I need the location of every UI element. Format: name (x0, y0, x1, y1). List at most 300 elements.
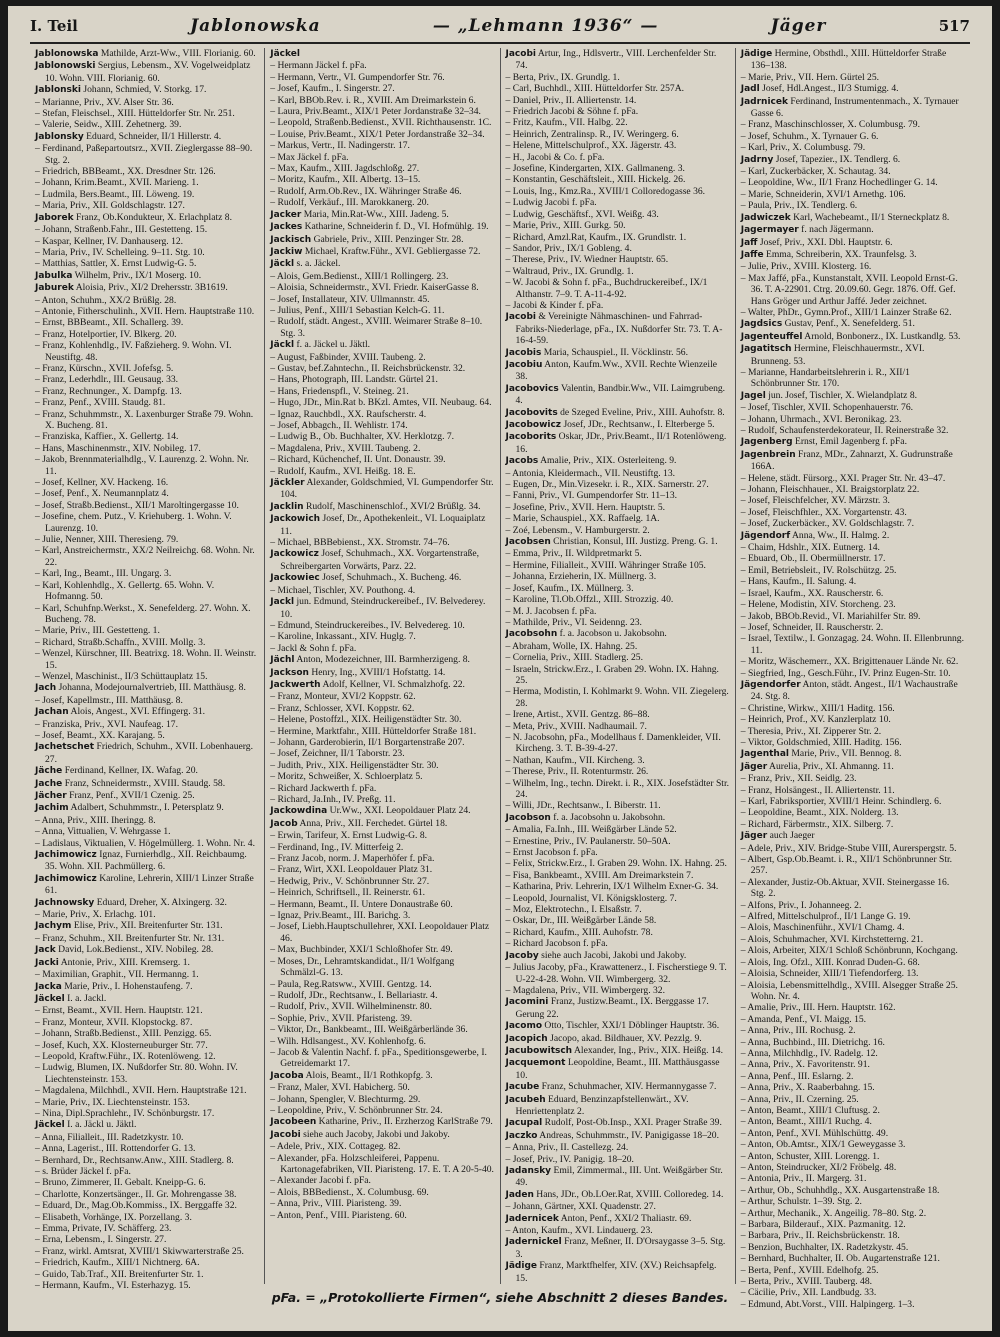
directory-entry (506, 1165, 730, 1189)
footer-note: pFa. = „Protokollierte Firmen“, siehe Abschnitt 2 dieses Bandes. (271, 1290, 729, 1305)
directory-entry (270, 1116, 494, 1128)
directory-entry (741, 830, 965, 842)
directory-entry (270, 703, 494, 714)
entry-details: – Hugo, JDr., Min.Rat b. BKzl. Amtes, VII. Neubaug. 64. (270, 397, 492, 409)
directory-entry (35, 981, 259, 993)
entry-details: – Louis, Ing., Kmz.Ra., XVIII/1 Colloredogasse 36. (505, 185, 706, 197)
entry-details: – Anna, Priv., VIII. Piaristeng. 39. (270, 1198, 402, 1210)
entry-details: Josef, Hdl.Angest., II/3 Stumigg. 4. (762, 83, 899, 95)
entry-details: f. a. Jacobsohn u. Jakobsohn. (553, 811, 666, 823)
entry-details: – Josef, Penf., X. Neumannplatz 4. (35, 488, 169, 500)
entry-details: – Walter, PhDr., Gymn.Prof., XIII/1 Lainzer Straße 62. (740, 306, 952, 318)
entry-surname: Jacka (35, 981, 62, 992)
entry-details: – Alois, BBBedienst., X. Columbusg. 69. (270, 1186, 429, 1198)
entry-surname: Jacoba (270, 1070, 304, 1081)
entry-surname: Jaffe (740, 249, 764, 260)
directory-entry (270, 140, 494, 151)
directory-entry (741, 402, 965, 413)
directory-entry (741, 968, 965, 979)
directory-entry (35, 603, 259, 626)
entry-details: – Magdalena, Milchhdl., XVII. Hern. Hauptstraße 121. (35, 1085, 247, 1097)
entry-details: Josef, Priv., XXI. Dbl. Hauptstr. 6. (759, 236, 893, 248)
directory-entry (35, 897, 259, 909)
entry-details: – Franz, Penf., XVIII. Staudg. 81. (35, 397, 166, 409)
directory-entry (506, 1057, 730, 1081)
entry-details: – Johann, Spengler, V. Blechturmg. 29. (270, 1093, 421, 1105)
directory-entry (741, 656, 965, 667)
entry-details: – Johann, Straßenb.Fahr., III. Gestetteng. 15. (35, 224, 208, 236)
entry-details: – Elisabeth, Vorhänge, IX. Porzellang. 3. (35, 1211, 192, 1223)
directory-entry (506, 1081, 730, 1093)
entry-details: Henry, Ing., XVIII/1 Hofstattg. 14. (311, 666, 446, 678)
directory-entry (270, 246, 494, 258)
directory-entry (741, 900, 965, 911)
directory-entry (35, 177, 259, 188)
entry-details: Franz, Justizw.Beamt., IX. Berggasse 17. Gerung 22. (515, 996, 709, 1020)
entry-details: Emil, Zimmermal., III. Unt. Weißgärber Str. 49. (515, 1165, 723, 1189)
entry-details: Josef, Dr., Apothekenleit., VI. Loquaiplatz 11. (280, 513, 486, 537)
directory-entry (506, 824, 730, 835)
entry-details: – Josef, Tischler, XVII. Schopenhauerstr. 76. (740, 402, 914, 414)
entry-details: – Anton, Steindrucker, XI/2 Fröbelg. 48. (740, 1162, 897, 1173)
directory-entry (506, 594, 730, 605)
entry-surname: Jacobiu (505, 359, 543, 370)
entry-details: – Viktor, Goldschmied, XIII. Haditg. 156. (740, 736, 902, 748)
directory-entry (35, 454, 259, 477)
column-2 (265, 48, 500, 1284)
directory-entry (506, 1094, 730, 1118)
entry-details: f. a. Jäckel u. Jäktl. (296, 339, 371, 351)
entry-details: – Willi, JDr., Rechtsanw., I. Biberstr. 11. (505, 800, 661, 812)
directory-entry (741, 1208, 965, 1219)
entry-surname: Jachimowicz (35, 873, 97, 884)
entry-details: – Julie, Priv., XVIII. Klosterg. 16. (740, 261, 872, 273)
entry-details: – Richard, Ja.Inh., IV. Preßg. 11. (270, 794, 396, 805)
entry-details: Eduard, Dreher, X. Alxingerg. 32. (96, 896, 227, 908)
directory-entry (741, 1059, 965, 1070)
directory-entry (35, 224, 259, 235)
directory-entry (741, 261, 965, 272)
directory-entry (506, 560, 730, 571)
entry-details: – Eugen, Dr., Min.Vizesekr. i. R., XIX. Sarnerstr. 27. (505, 479, 709, 491)
entry-surname: Jaczko (505, 1130, 538, 1141)
entry-details: – Karl, BBOb.Rev. i. R., XVIII. Am Dreimarkstein 6. (270, 94, 476, 106)
directory-entry (741, 1185, 965, 1196)
entry-surname: Jacki (35, 957, 59, 968)
entry-details: – Michael, Tischler, XV. Pouthong. 4. (270, 584, 416, 596)
directory-entry (270, 737, 494, 748)
directory-entry (270, 316, 494, 339)
directory-entry (506, 220, 730, 231)
entry-details: – Ludwig, Geschäftsf., XVI. Weißg. 43. (505, 208, 659, 220)
entry-details: Andreas, Schuhmmstr., IV. Panigigasse 18–20. (539, 1129, 719, 1141)
directory-entry (506, 1260, 730, 1284)
entry-details: – Max, Buchbinder, XXI/1 Schloßhofer Str. 49. (270, 944, 453, 956)
entry-details: – Laura, Priv.Beamt., XIX/1 Peter Jordanstraße 32–34. (270, 106, 481, 118)
entry-surname: Jacquemont (505, 1058, 566, 1069)
directory-entry (741, 576, 965, 587)
entry-details: – Franz, Schlosser, XVI. Koppstr. 62. (270, 702, 415, 714)
entry-details: Rudolf, Maschinenschlof., XVI/2 Brüßlg. 34. (305, 500, 481, 512)
directory-entry (741, 83, 965, 95)
entry-details: Ignaz, Furnierhdlg., XII. Reichbaumg. 35. Wohn. XII. Pachmüllerg. 6. (45, 849, 247, 873)
entry-details: Franz, Ob.Kondukteur, X. Erlachplatz 8. (75, 211, 232, 223)
entry-details: – Paula, Reg.Ratsww., XVIII. Gentzg. 14. (270, 978, 432, 990)
directory-entry (506, 232, 730, 243)
entry-details: – Friedrich, Kaufm., XIII/1 Nichtnerg. 6A. (35, 1257, 200, 1269)
directory-entry (35, 270, 259, 282)
directory-entry (741, 1048, 965, 1059)
directory-entry (741, 1002, 965, 1013)
entry-details: Elise, Priv., XII. Breitenfurter Str. 131. (73, 920, 223, 932)
directory-entry (506, 950, 730, 962)
directory-entry (506, 996, 730, 1020)
directory-entry (270, 443, 494, 454)
directory-entry (270, 979, 494, 990)
entry-details: – Josef, Schneider, II. Rauscherstr. 2. (740, 621, 884, 633)
entry-surname: Jaborek (35, 212, 74, 223)
entry-surname: Jadernicek (505, 1213, 559, 1224)
directory-entry (506, 985, 730, 996)
entry-details: – Karl, Zuckerbäcker, X. Schautag. 34. (740, 166, 891, 178)
entry-details: Michael, Kraftw.Führ., XVI. Gebliergasse 72. (304, 245, 481, 257)
directory-entry (506, 106, 730, 117)
directory-entry (506, 617, 730, 628)
entry-details: – Emma, Private, IV. Schäfferg. 23. (35, 1223, 172, 1235)
directory-entry (35, 969, 259, 980)
directory-entry (741, 1253, 965, 1264)
entry-details: Johann, Schmied, V. Storkg. 17. (83, 84, 207, 96)
directory-entry (270, 853, 494, 864)
entry-details: Maria, Min.Rat-Ww., XIII. Jadeng. 5. (303, 208, 449, 220)
directory-entry (270, 876, 494, 887)
entry-details: – Leopoldine, Ww., II/1 Franz Hochedlinger G. 14. (740, 177, 938, 189)
entry-details: – Franziska, Kaffier., X. Gellertg. 14. (35, 431, 179, 443)
entry-details: – Ignaz, Rauchbdl., XX. Raufscherstr. 4. (270, 408, 427, 420)
entry-details: – Max Jaffé, pFa., Kunstanstalt, XVII. Leopold Ernst-G. 36. T. A-22901. Ctrg. 20.09.60. Gegr. 1876. Off. Gef. Hans Gröger und Arthur Jaffé. Jeder zeichnet. (740, 272, 958, 307)
directory-entry (270, 794, 494, 805)
entry-details: – Marianne, Handarbeitslehrerin i. R., XII/1 Schönbrunner Str. 170. (740, 366, 910, 390)
entry-details: – Franz, Kürschn., XVII. Jofefsg. 5. (35, 362, 174, 374)
directory-entry (270, 60, 494, 71)
entry-details: Sergius, Lebensm., XV. Vogelweidplatz 10. Wohn. VIII. Florianig. 60. (45, 60, 251, 84)
entry-details: – Julie, Nenner, XIII. Theresieng. 79. (35, 534, 179, 546)
entry-details: – Hans, Friedenspfl., V. Steineg. 21. (270, 385, 409, 397)
entry-details: – Josef, Beamt., XX. Karajang. 5. (35, 729, 165, 741)
directory-entry (35, 488, 259, 499)
directory-entry (270, 842, 494, 853)
entry-details: – Emma, Priv., II. Wildpretmarkt 5. (505, 548, 642, 560)
directory-entry (506, 502, 730, 513)
entry-details: – Matthias, Sattler, X. Ernst Ludwig-G. 5. (35, 258, 197, 270)
directory-entry (741, 807, 965, 818)
entry-details: Franz, Penf., XVII/1 Czenig. 25. (69, 790, 195, 801)
entry-details: – Anna, Priv., II. Czerning. 25. (740, 1093, 859, 1105)
entry-details: – Guido, Tab.Traf., XII. Breitenfurter Str. 1. (35, 1268, 204, 1280)
entry-details: – Ernestine, Priv., IV. Paulanerstr. 50–50A. (505, 835, 671, 847)
entry-details: – Therese, Priv., IV. Wiedner Hauptstr. 65. (505, 254, 669, 266)
entry-details: – Max Jäckel f. pFa. (270, 151, 349, 163)
directory-entry (741, 200, 965, 211)
column-3 (501, 48, 736, 1284)
entry-surname: Jaden (505, 1189, 534, 1200)
directory-entry (741, 679, 965, 703)
directory-entry (506, 904, 730, 915)
entry-details: – Rudolf, Priv., XVII. Wilhelminenstr. 80. (270, 1001, 432, 1013)
directory-entry (506, 778, 730, 801)
directory-entry (506, 628, 730, 640)
entry-surname: Jacomo (505, 1021, 543, 1032)
entry-details: Jacopo, akad. Bildhauer, XV. Pezzlg. 9. (550, 1032, 702, 1044)
entry-details: – Josef, Zuckerbäcker., XV. Goldschlagstr. 7. (740, 518, 915, 530)
entry-details: – N. Jacobsohn, pFa., Modellhaus f. Damenkleider, VII. Kircheng. 3. T. B-39-4-27. (505, 731, 721, 755)
directory-entry (35, 1040, 259, 1051)
directory-entry (270, 513, 494, 537)
directory-entry (506, 152, 730, 163)
entry-details: – Erna, Lebensm., I. Singerstr. 27. (35, 1234, 167, 1246)
directory-entry (741, 1082, 965, 1093)
entry-details: Otto, Tischler, XXI/1 Döblinger Hauptstr. 36. (544, 1020, 720, 1032)
directory-entry (270, 771, 494, 782)
directory-entry (270, 1153, 494, 1176)
entry-surname: Jacomini (505, 997, 549, 1008)
entry-details: Oskar, JDr., Priv.Beamt., II/1 Rotenlöweng. 16. (515, 431, 727, 455)
entry-surname: Jackowiec (270, 573, 320, 584)
entry-details: Franz, Schuhmacher, XIV. Hermannygasse 7. (541, 1081, 717, 1093)
directory-entry (506, 479, 730, 490)
directory-entry (741, 1265, 965, 1276)
directory-entry (506, 311, 730, 346)
entry-details: – Jacobi & Kinder f. pFa. (505, 299, 604, 311)
entry-details: – Judith, Priv., XIX. Heiligenstädter Str. 30. (270, 759, 439, 771)
entry-details: – Bernhard, Dr., Rechtsanw.Anw., XIII. Stadlerg. 8. (35, 1154, 234, 1166)
entry-surname: Jablonowska (35, 49, 99, 59)
directory-entry (35, 212, 259, 224)
directory-entry (270, 1036, 494, 1047)
entry-surname: Jackisch (270, 234, 312, 245)
entry-details: – Josefine, Priv., XVII. Hern. Hauptstr. 5. (505, 501, 666, 513)
directory-entry (35, 1223, 259, 1234)
directory-entry (35, 625, 259, 636)
directory-entry (35, 568, 259, 579)
entry-details: Franz, Meßner, II. D'Orsaygasse 3–5. Stg. 3. (515, 1236, 726, 1260)
entry-surname: Jablonski (35, 85, 81, 96)
entry-details: Ferdinand, Instrumentenmach., X. Tyrnauer Gasse 6. (750, 95, 959, 120)
entry-details: – Maria, Priv., XII. Goldschlagstr. 127. (35, 200, 185, 212)
entry-surname: Jagenteuffel (740, 331, 803, 342)
directory-entry (270, 282, 494, 293)
entry-details: – Julius Jacoby, pFa., Krawattenerz., I. Fischerstiege 9. T. U-22-4-28. Wohn. VII. Wimbergerg. 32. (505, 962, 727, 985)
entry-details: – Josefine, Kindergarten, XIX. Gallmaneng. 3. (505, 163, 685, 175)
entry-surname: Jacklin (270, 501, 304, 512)
directory-entry (741, 154, 965, 166)
page-number: 517 (938, 17, 970, 35)
directory-entry (506, 1189, 730, 1201)
entry-surname: Jachan (35, 707, 69, 718)
entry-details: Ur.Ww., XXI. Leopoldauer Platz 24. (329, 805, 471, 817)
entry-details: – Moz, Elektrotechn., I. Elsaßstr. 7. (505, 904, 642, 916)
directory-entry (741, 1116, 965, 1127)
entry-details: – Maria, Priv., IV. Schelleing. 9–11. Stg. 10. (35, 246, 205, 258)
directory-entry (35, 719, 259, 730)
entry-details: – Richard, Kaufm., XIII. Auhofstr. 78. (505, 926, 653, 938)
entry-details: – Alois, Schuhmacher, XVI. Kirchstetterng. 21. (740, 933, 924, 945)
entry-details: Alexander, Goldschmied, VI. Gumpendorfer Str. 104. (280, 477, 494, 501)
entry-details: Eduard, Schneider, II/1 Hillerstr. 4. (86, 130, 222, 142)
entry-details: – Alexander Jacobi f. pFa. (270, 1175, 371, 1187)
directory-entry (270, 72, 494, 83)
directory-entry (506, 755, 730, 766)
entry-details: – Gustav, bef.Zahntechn., II. Reichsbrückenstr. 32. (270, 362, 466, 374)
entry-details: Gabriele, Priv., XIII. Penzinger Str. 28. (313, 233, 464, 245)
entry-details: Gustav, Penf., X. Senefelderg. 51. (784, 318, 915, 330)
entry-surname: Jacobsen (505, 537, 551, 548)
entry-details: – Franz, Monteur, XVII. Klopstockg. 87. (35, 1016, 193, 1028)
directory-entry (506, 254, 730, 265)
directory-entry (270, 537, 494, 548)
directory-entry (35, 1257, 259, 1268)
directory-entry (741, 237, 965, 249)
entry-details: – Fanni, Priv., VI. Gumpendorfer Str. 11–13. (505, 490, 678, 502)
directory-entry (35, 838, 259, 849)
directory-entry (506, 1236, 730, 1260)
entry-details: – Amanda, Penf., VI. Maigg. 15. (740, 1013, 867, 1025)
directory-entry (741, 484, 965, 495)
entry-details: – Johann, Fleischhauer., XI. Braigstorplatz 22. (740, 484, 920, 496)
directory-entry (506, 209, 730, 220)
entry-details: – Leopoldine, Priv., V. Schönbrunner Str. 24. (270, 1104, 443, 1116)
directory-entry (270, 887, 494, 898)
directory-entry (35, 143, 259, 166)
directory-entry (741, 922, 965, 933)
directory-entry (506, 721, 730, 732)
entry-details: – Israel, Textilw., I. Gonzagag. 24. Wohn. II. Ellenbrunng. 11. (740, 633, 964, 656)
directory-entry (506, 709, 730, 720)
entry-details: siehe auch Jacobi, Jakobi und Jakoby. (541, 949, 687, 961)
entry-details: – Heinrich, Schriftsell., II. Reinerstr. 61. (270, 887, 426, 899)
entry-details: Hermine, Obsthdl., XIII. Hütteldorfer Straße 136–138. (750, 48, 947, 72)
entry-details: – Hans, Maschinenmstr., XIV. Nobileg. 17. (35, 442, 201, 454)
entry-details: jun. Josef, Tischler, X. Wielandplatz 8. (768, 389, 918, 401)
directory-entry (270, 596, 494, 620)
entry-details: Katharine, Priv., II. Erzherzog KarlStraße 79. (318, 1116, 493, 1128)
entry-details: – Alois, Maschinenführ., XVI/1 Chamg. 4. (740, 922, 905, 934)
directory-entry (35, 1269, 259, 1280)
entry-details: – Josef, Straßb.Bedienst., XII/1 Maroltingergasse 10. (35, 499, 239, 511)
entry-details: – Charlotte, Konzertsänger., II. Gr. Mohrengasse 38. (35, 1188, 237, 1200)
directory-entry (741, 507, 965, 518)
directory-entry (741, 785, 965, 796)
entry-details: – Hermann Jäckel f. pFa. (270, 60, 367, 72)
directory-entry (35, 258, 259, 269)
directory-entry (741, 518, 965, 529)
entry-details: – Johann, Straßb.Bedienst., XIII. Penzigg. 65. (35, 1028, 212, 1040)
directory-entry (270, 714, 494, 725)
directory-entry (35, 1097, 259, 1108)
directory-entry (270, 294, 494, 305)
entry-surname: Jachnowsky (35, 897, 95, 908)
entry-details: – Josef, Kapellmstr., III. Matthäusg. 8. (35, 694, 183, 706)
entry-details: – Sophie, Priv., XVII. Pfaristeng. 39. (270, 1012, 413, 1024)
directory-entry (506, 881, 730, 892)
directory-entry (35, 909, 259, 920)
directory-entry (35, 236, 259, 247)
entry-surname: Jagel (740, 390, 766, 401)
entry-surname: Jacobs (505, 456, 539, 467)
section-label: I. Teil (30, 17, 78, 35)
entry-surname: Jägendorfer (740, 679, 801, 690)
directory-entry (35, 730, 259, 741)
directory-entry (741, 273, 965, 307)
entry-details: – Josef, Zeichner, II/1 Taborstr. 23. (270, 748, 405, 760)
entry-details: – Friedrich, BBBeamt., XX. Dresdner Str. 126. (35, 166, 216, 178)
directory-entry (35, 131, 259, 143)
entry-surname: Jackowich (270, 514, 321, 525)
entry-details: – H., Jacobi & Co. f. pFa. (505, 151, 605, 163)
directory-entry (741, 1299, 965, 1310)
directory-entry (506, 266, 730, 277)
directory-entry (741, 367, 965, 390)
entry-details: – Anton, Kaufm., XVI. Lindauerg. 23. (505, 1225, 653, 1237)
directory-entry (741, 611, 965, 622)
entry-details: Eduard, Benzinzapfstellenwärt., XV. Henriettenplatz 2. (515, 1093, 689, 1117)
entry-details: – W. Jacobi & Sohn f. pFa., Buchdruckereibef., IX/1 Althanstr. 7–9. T. A-11-4-92. (505, 277, 708, 300)
entry-surname: Jacobson (505, 812, 551, 823)
directory-entry (270, 572, 494, 584)
entry-details: – Barbara, Bilderauf., XIX. Pazmanitg. 12. (740, 1219, 906, 1231)
entry-details: – Bruno, Zimmerer, II. Gebalt. Kneipp-G. 6. (35, 1177, 206, 1189)
entry-details: – Julius, Penf., XIII/1 Sebastian Kelch-G. 11. (270, 304, 445, 316)
entry-surname: Jagatitsch (740, 344, 792, 355)
entry-details: – Erwin, Tarifeur, X. Ernst Ludwig-G. 8. (270, 830, 428, 842)
directory-entry (741, 343, 965, 367)
entry-details: – Anna, Lagerist., III. Rottendorfer G. 13. (35, 1143, 196, 1155)
directory-entry (270, 1105, 494, 1116)
entry-details: – Franz, Monteur, XVI/2 Koppstr. 62. (270, 691, 416, 703)
entry-surname: Jächer (35, 791, 67, 801)
entry-details: – Alois, Gem.Bedienst., XIII/1 Rollingerg. 23. (270, 270, 449, 282)
entry-details: – Hermann, Vertr., VI. Gumpendorfer Str. 76. (270, 71, 445, 83)
entry-details: – Berta, Priv., XVIII. Tauberg. 48. (740, 1276, 873, 1288)
entry-details: – Rudolf, Verkäuf., III. Marokkanerg. 20. (270, 197, 429, 209)
entry-details: – Leopoldine, Beamt., XIX. Nolderg. 13. (740, 807, 899, 819)
directory-entry (270, 1001, 494, 1012)
directory-entry (741, 773, 965, 784)
entry-details: – Alois, Ing. Ofzl., XIII. Konrad Duden-G. 68. (740, 956, 920, 968)
directory-entry (35, 397, 259, 408)
entry-details: – Valerie, Seidw., XIII. Zehetnerg. 39. (35, 119, 182, 131)
entry-details: – Marie, Priv., VII. Hern. Gürtel 25. (740, 71, 880, 83)
entry-details: – Amalie, Priv., III. Hern. Hauptstr. 162. (740, 1002, 896, 1014)
entry-details: – Josef, Abbagch., II. Wehlistr. 174. (270, 420, 408, 431)
directory-entry (506, 300, 730, 311)
directory-entry (270, 830, 494, 841)
directory-entry (35, 189, 259, 200)
directory-entry (35, 815, 259, 826)
entry-details: Christian, Konsul, III. Justizg. Preng. G. 1. (553, 536, 718, 548)
entry-details: – Edmund, Steindruckereibes., IV. Belvedereg. 10. (270, 619, 465, 631)
entry-details: – Franz, Lederhdlr., III. Geusaug. 33. (35, 374, 179, 386)
entry-details: Josef, JDr., Rechtsanw., I. Elterberge 5. (563, 419, 715, 430)
directory-entry (35, 648, 259, 671)
entry-details: – Moritz, Wäschemerr., XX. Brigittenauer Lände Nr. 62. (740, 656, 959, 668)
directory-entry (35, 765, 259, 777)
directory-entry (35, 1028, 259, 1039)
entry-details: – Ebuard, Ob., II. Obermüllnerstr. 17. (740, 553, 886, 565)
directory-entry (270, 921, 494, 944)
directory-entry (270, 1141, 494, 1152)
entry-details: – Anna, Priv., II. Castellezg. 24. (505, 1142, 629, 1154)
